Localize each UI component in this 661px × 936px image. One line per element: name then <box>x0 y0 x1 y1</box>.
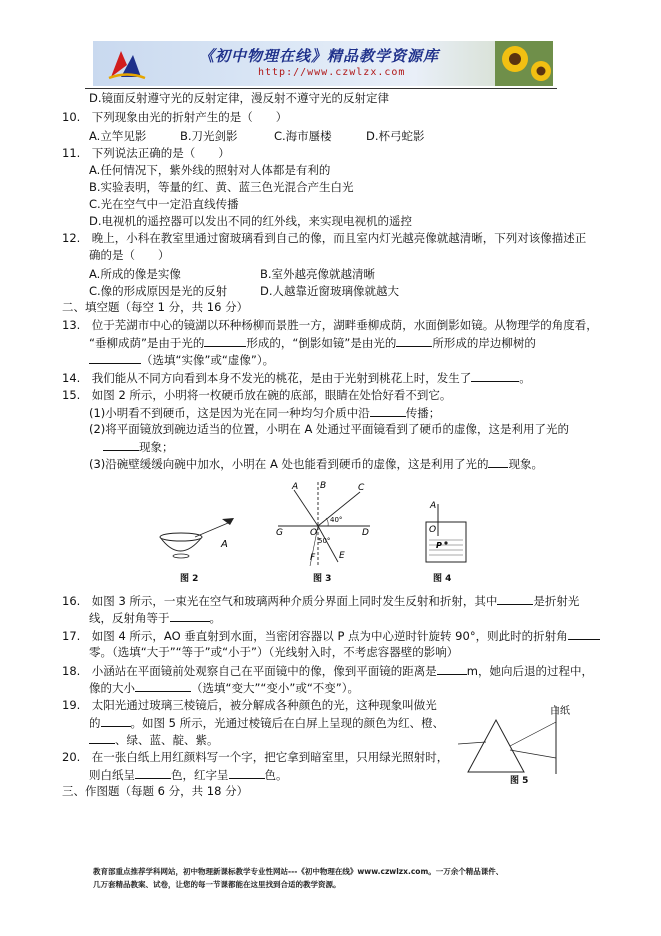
answer-blank[interactable] <box>101 715 131 727</box>
figure-3-label-d: D <box>362 528 369 538</box>
answer-blank[interactable] <box>89 732 115 744</box>
answer-blank[interactable] <box>437 663 467 675</box>
figure-4-container-diagram <box>420 498 470 566</box>
answer-blank[interactable] <box>135 767 171 779</box>
q18-line1: 18. 小涵站在平面镜前处观察自己在平面镜中的像，像到平面镜的距离是 m，她向后退的过程中， <box>62 664 593 678</box>
site-logo-icon <box>107 47 147 81</box>
header-rule <box>85 88 557 89</box>
q15-part2-cont: 现象； <box>103 439 174 455</box>
figure-2-caption: 图 2 <box>180 574 199 584</box>
answer-blank[interactable] <box>568 628 600 640</box>
figure-3-angle-40: 40° <box>330 516 343 524</box>
q10-stem: 10. 下列现象由光的折射产生的是（ ） <box>62 110 288 124</box>
answer-blank[interactable] <box>89 352 141 364</box>
section-3-heading: 三、作图题（每题 6 分，共 18 分） <box>62 784 249 798</box>
q11-option-b: B.实验表明，等量的红、黄、蓝三色光混合产生白光 <box>89 180 354 194</box>
q11-option-a: A.任何情况下，紫外线的照射对人体都是有利的 <box>89 163 331 177</box>
figure-3-label-a: A <box>292 482 299 492</box>
answer-blank[interactable] <box>471 370 519 382</box>
figure-3-label-o: O <box>310 528 318 538</box>
q10-option-d: D.杯弓蛇影 <box>366 129 425 143</box>
q12-stem-cont: 确的是（ ） <box>89 248 170 262</box>
q13-line2: “垂柳成荫”是由于光的 形成的，“倒影如镜”是由光的 所形成的岸边柳树的 <box>89 336 536 350</box>
banner-url[interactable]: http://www.czwlzx.com <box>258 67 406 78</box>
sunflower-icon <box>495 41 553 86</box>
q20-line1: 20. 在一张白纸上用红颜料写一个字，把它拿到暗室里，只用绿光照射时， <box>62 750 449 764</box>
answer-blank[interactable] <box>497 593 533 605</box>
figure-3-angle-50: 50° <box>318 537 331 545</box>
q17-line1: 17. 如图 4 所示，AO 垂直射到水面，当密闭容器以 P 点为中心逆时针旋转 90°，则此时的折射角 <box>62 628 600 644</box>
figure-3-reflection-diagram <box>270 478 375 570</box>
q20-line2: 则白纸呈 色，红字呈 色。 <box>89 768 288 782</box>
figure-3-label-g: G <box>276 528 283 538</box>
figure-5-label-screen: 白纸 <box>550 706 570 717</box>
q19-line1: 19. 太阳光通过玻璃三棱镜后，被分解成各种颜色的光，这种现象叫做光 <box>62 698 437 712</box>
q17-line2: 零。（选填“大于”“等于”或“小于”）（光线射入时，不考虑容器壁的影响） <box>89 645 459 659</box>
q12-option-c: C.像的形成原因是光的反射 <box>89 284 228 298</box>
answer-blank[interactable] <box>370 405 406 417</box>
figure-4-label-o: O <box>429 525 437 535</box>
figure-3-label-e: E <box>339 551 345 561</box>
figure-4-label-a: A <box>430 501 437 511</box>
figure-5-prism-diagram <box>458 700 578 780</box>
q16-line2: 线，反射角等于 。 <box>89 611 221 625</box>
q13-line1: 13. 位于芜湖市中心的镜湖以环种杨柳而景胜一方，湖畔垂柳成荫，水面倒影如镜。从物理学的角度看， <box>62 318 598 332</box>
q12-option-d: D.人越靠近窗玻璃像就越大 <box>260 284 400 298</box>
q10-option-b: B.刀光剑影 <box>180 129 238 143</box>
q11-option-d: D.电视机的遥控器可以发出不同的红外线，来实现电视机的遥控 <box>89 214 413 228</box>
figure-2-bowl-diagram <box>150 515 240 565</box>
banner-title: 《初中物理在线》精品教学资源库 <box>199 47 440 65</box>
q15-stem: 15. 如图 2 所示，小明将一枚硬币放在碗的底部，眼睛在处恰好看不到它。 <box>62 388 452 402</box>
q16-line1: 16. 如图 3 所示，一束光在空气和玻璃两种介质分界面上同时发生反射和折射，其中 是折射光 <box>62 594 580 608</box>
answer-blank[interactable] <box>135 680 191 692</box>
answer-blank[interactable] <box>229 767 265 779</box>
q14-line: 14. 我们能从不同方向看到本身不发光的桃花，是由于光射到桃花上时，发生了 。 <box>62 371 531 385</box>
figure-3-caption: 图 3 <box>313 574 332 584</box>
figure-2-label-a: A <box>221 539 228 550</box>
q19-line2: 的 。如图 5 所示，光通过棱镜后在白屏上呈现的颜色为红、橙、 <box>89 716 445 730</box>
q10-option-c: C.海市蜃楼 <box>274 129 332 143</box>
q15-part2: (2)将平面镜放到碗边适当的位置，小明在 A 处通过平面镜看到了硬币的虚像，这是利用了光的 <box>89 422 569 436</box>
answer-blank[interactable] <box>103 439 139 451</box>
q12-option-a: A.所成的像是实像 <box>89 267 181 281</box>
footer-line-2: 几万套精品教案、试卷，让您的每一节课都能在这里找到合适的教学资源。 <box>93 880 341 889</box>
figure-5-caption: 图 5 <box>510 776 529 786</box>
figure-4-caption: 图 4 <box>433 574 452 584</box>
q12-stem: 12. 晚上，小科在教室里通过窗玻璃看到自己的像，而且室内灯光越亮像就越清晰，下列对该像描述正 <box>62 231 587 245</box>
q19-line3: 、绿、蓝、靛、紫。 <box>89 732 219 748</box>
q13-line3: （选填“实像”或“虚像”）。 <box>89 352 274 368</box>
figure-3-label-f: F <box>310 553 316 563</box>
q15-part1: (1)小明看不到硬币，这是因为光在同一种均匀介质中沿 传播； <box>89 406 441 420</box>
figure-3-label-b: B <box>320 481 327 491</box>
q11-stem: 11. 下列说法正确的是（ ） <box>62 146 230 160</box>
header-banner <box>93 41 553 86</box>
q15-part3: (3)沿碗壁缓缓向碗中加水，小明在 A 处也能看到硬币的虚像，这是利用了光的 现象。 <box>89 457 543 471</box>
figure-4-label-p: P <box>436 541 442 550</box>
q10-option-a: A.立竿见影 <box>89 129 147 143</box>
q11-option-c: C.光在空气中一定沿直线传播 <box>89 197 239 211</box>
answer-blank[interactable] <box>204 335 246 347</box>
footer-line-1: 教育部重点推荐学科网站，初中物理新课标教学专业性网站---《初中物理在线》www.czwlzx.com。一万余个精品课件、 <box>93 867 504 876</box>
q12-option-b: B.室外越亮像就越清晰 <box>260 267 376 281</box>
section-2-heading: 二、填空题（每空 1 分，共 16 分） <box>62 300 249 314</box>
q18-line2: 像的大小 （选填“变大”“变小”或“不变”）。 <box>89 681 359 695</box>
answer-blank[interactable] <box>488 456 508 468</box>
answer-blank[interactable] <box>170 610 210 622</box>
q9-option-d: D.镜面反射遵守光的反射定律，漫反射不遵守光的反射定律 <box>89 91 390 105</box>
figure-3-label-c: C <box>358 483 365 493</box>
answer-blank[interactable] <box>396 335 432 347</box>
